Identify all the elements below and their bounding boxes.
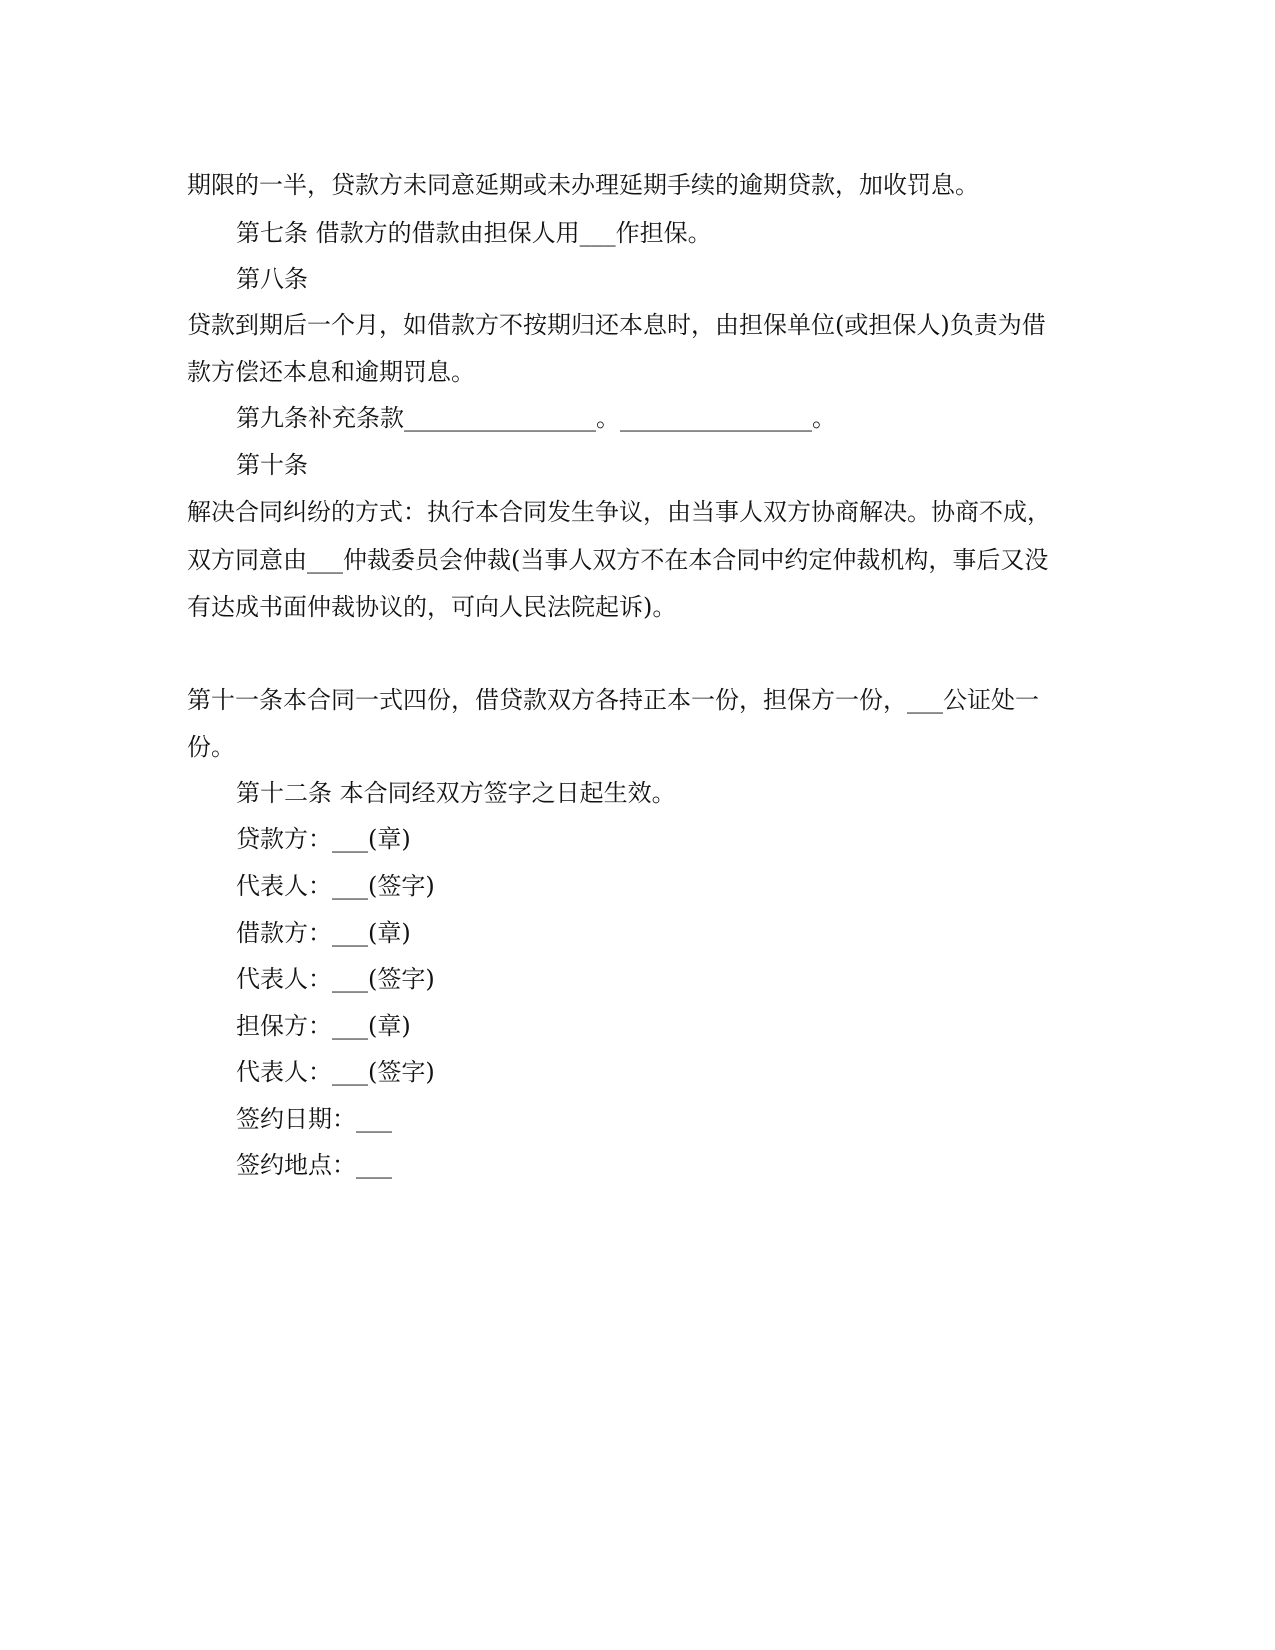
article-10-text-line-2: 双方同意由___仲裁委员会仲裁(当事人双方不在本合同中约定仲裁机构，事后又没 (187, 546, 1049, 574)
guarantor-representative-field: 代表人：___(签字) (236, 1058, 435, 1086)
article-11-line-1: 第十一条本合同一式四份，借贷款双方各持正本一份，担保方一份，___公证处一 (187, 686, 1039, 714)
article-10-heading: 第十条 (236, 451, 308, 479)
signing-place-field: 签约地点：___ (236, 1151, 392, 1179)
article-7: 第七条 借款方的借款由担保人用___作担保。 (236, 219, 712, 247)
lender-field: 贷款方：___(章) (236, 825, 411, 853)
borrower-representative-field: 代表人：___(签字) (236, 965, 435, 993)
article-10-text-line-1: 解决合同纠纷的方式：执行本合同发生争议，由当事人双方协商解决。协商不成， (187, 498, 1051, 526)
signing-date-field: 签约日期：___ (236, 1105, 392, 1133)
article-11-line-2: 份。 (187, 733, 235, 761)
paragraph-line-penalty: 期限的一半，贷款方未同意延期或未办理延期手续的逾期贷款，加收罚息。 (187, 171, 979, 199)
article-10-text-line-3: 有达成书面仲裁协议的，可向人民法院起诉)。 (187, 593, 677, 621)
guarantor-field: 担保方：___(章) (236, 1012, 411, 1040)
article-8-text-line-2: 款方偿还本息和逾期罚息。 (187, 358, 475, 386)
article-8-text-line-1: 贷款到期后一个月，如借款方不按期归还本息时，由担保单位(或担保人)负责为借 (187, 311, 1046, 339)
article-9: 第九条补充条款________________。________________。 (236, 404, 836, 432)
lender-representative-field: 代表人：___(签字) (236, 872, 435, 900)
article-12: 第十二条 本合同经双方签字之日起生效。 (236, 779, 676, 807)
borrower-field: 借款方：___(章) (236, 919, 411, 947)
article-8-heading: 第八条 (236, 265, 308, 293)
